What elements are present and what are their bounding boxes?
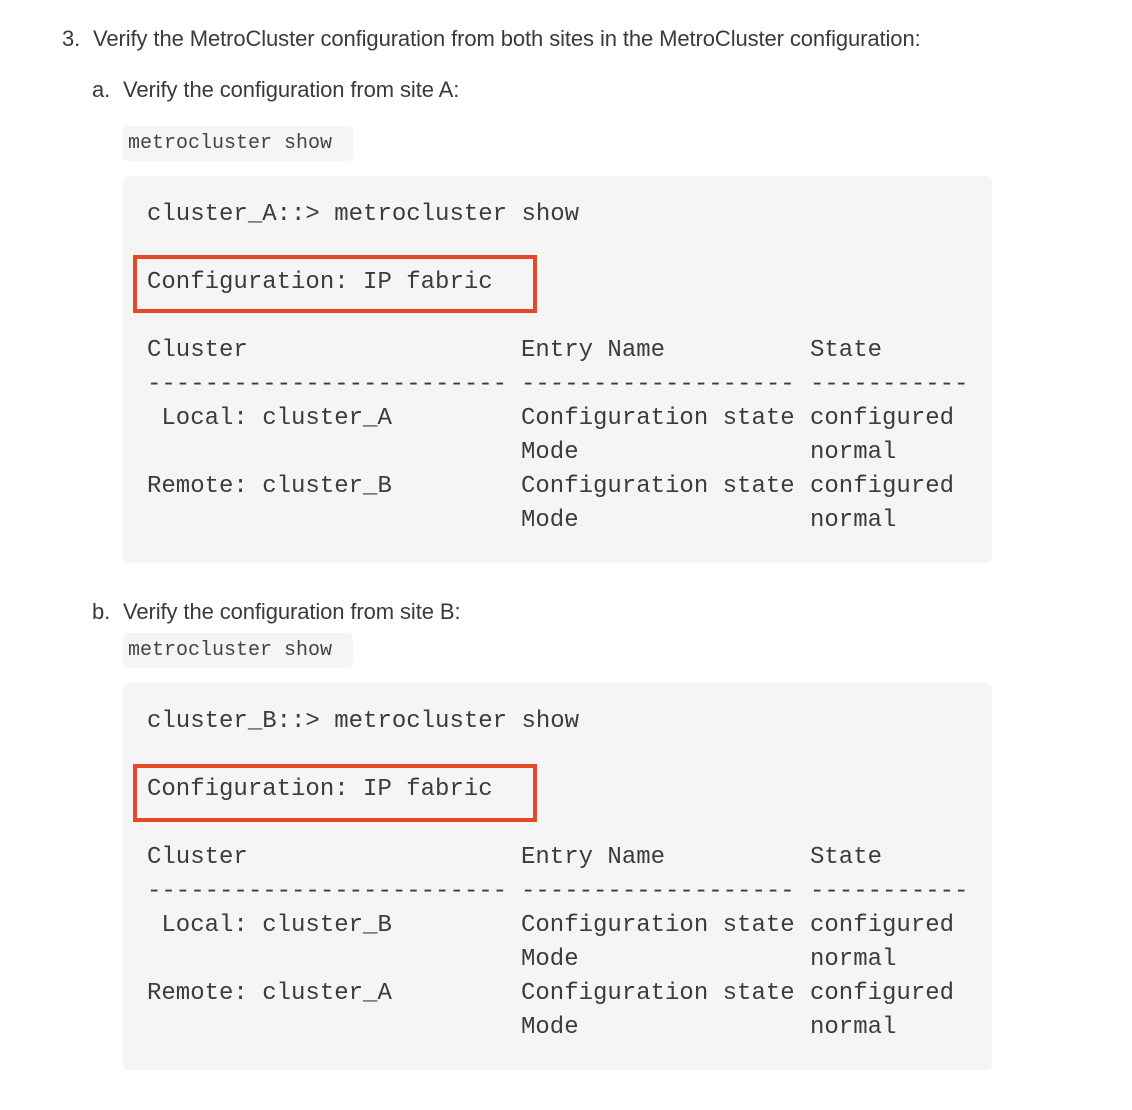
step-number: 3. [62, 26, 81, 51]
row-state: normal [810, 946, 897, 973]
row-entry-name: Configuration state [521, 405, 795, 432]
inline-command-b: metrocluster show [123, 633, 353, 668]
row-state: normal [810, 507, 897, 534]
row-state: configured [810, 473, 955, 500]
header-entry-name: Entry Name [521, 844, 666, 871]
separator-cluster: ------------------------- [147, 371, 508, 398]
row-entry-name: Mode [521, 507, 579, 534]
header-cluster: Cluster [147, 337, 248, 364]
substep-text: Verify the configuration from site A: [123, 77, 460, 102]
substep-letter: b. [92, 599, 111, 624]
header-state: State [810, 844, 883, 871]
code-output-site-a [123, 176, 992, 563]
substep-text: Verify the configuration from site B: [123, 599, 461, 624]
substep-a-heading [92, 75, 459, 105]
inline-command-a: metrocluster show [123, 126, 353, 161]
header-entry-name: Entry Name [521, 337, 666, 364]
code-output-site-b [123, 683, 992, 1070]
row-entry-name: Mode [521, 439, 579, 466]
step-text: Verify the MetroCluster configuration from both sites in the MetroCluster configuration: [93, 26, 921, 51]
row-state: configured [810, 912, 955, 939]
prompt-line: cluster_B::> metrocluster show [147, 708, 580, 735]
row-cluster: Remote: cluster_A [147, 980, 392, 1007]
configuration-line: Configuration: IP fabric [147, 776, 493, 803]
row-cluster: Local: cluster_B [147, 912, 392, 939]
separator-entry-name: ------------------- [521, 878, 795, 905]
prompt-line: cluster_A::> metrocluster show [147, 201, 580, 228]
separator-cluster: ------------------------- [147, 878, 508, 905]
row-state: configured [810, 405, 955, 432]
step-3-heading [62, 24, 921, 54]
separator-entry-name: ------------------- [521, 371, 795, 398]
row-state: normal [810, 439, 897, 466]
separator-state: ----------- [810, 371, 969, 398]
row-entry-name: Configuration state [521, 473, 795, 500]
row-entry-name: Configuration state [521, 912, 795, 939]
separator-state: ----------- [810, 878, 969, 905]
substep-b-heading [92, 597, 460, 627]
substep-letter: a. [92, 77, 111, 102]
configuration-line: Configuration: IP fabric [147, 269, 493, 296]
row-entry-name: Mode [521, 946, 579, 973]
row-entry-name: Configuration state [521, 980, 795, 1007]
row-state: configured [810, 980, 955, 1007]
row-cluster: Local: cluster_A [147, 405, 392, 432]
row-entry-name: Mode [521, 1014, 579, 1041]
header-cluster: Cluster [147, 844, 248, 871]
header-state: State [810, 337, 883, 364]
row-state: normal [810, 1014, 897, 1041]
row-cluster: Remote: cluster_B [147, 473, 392, 500]
